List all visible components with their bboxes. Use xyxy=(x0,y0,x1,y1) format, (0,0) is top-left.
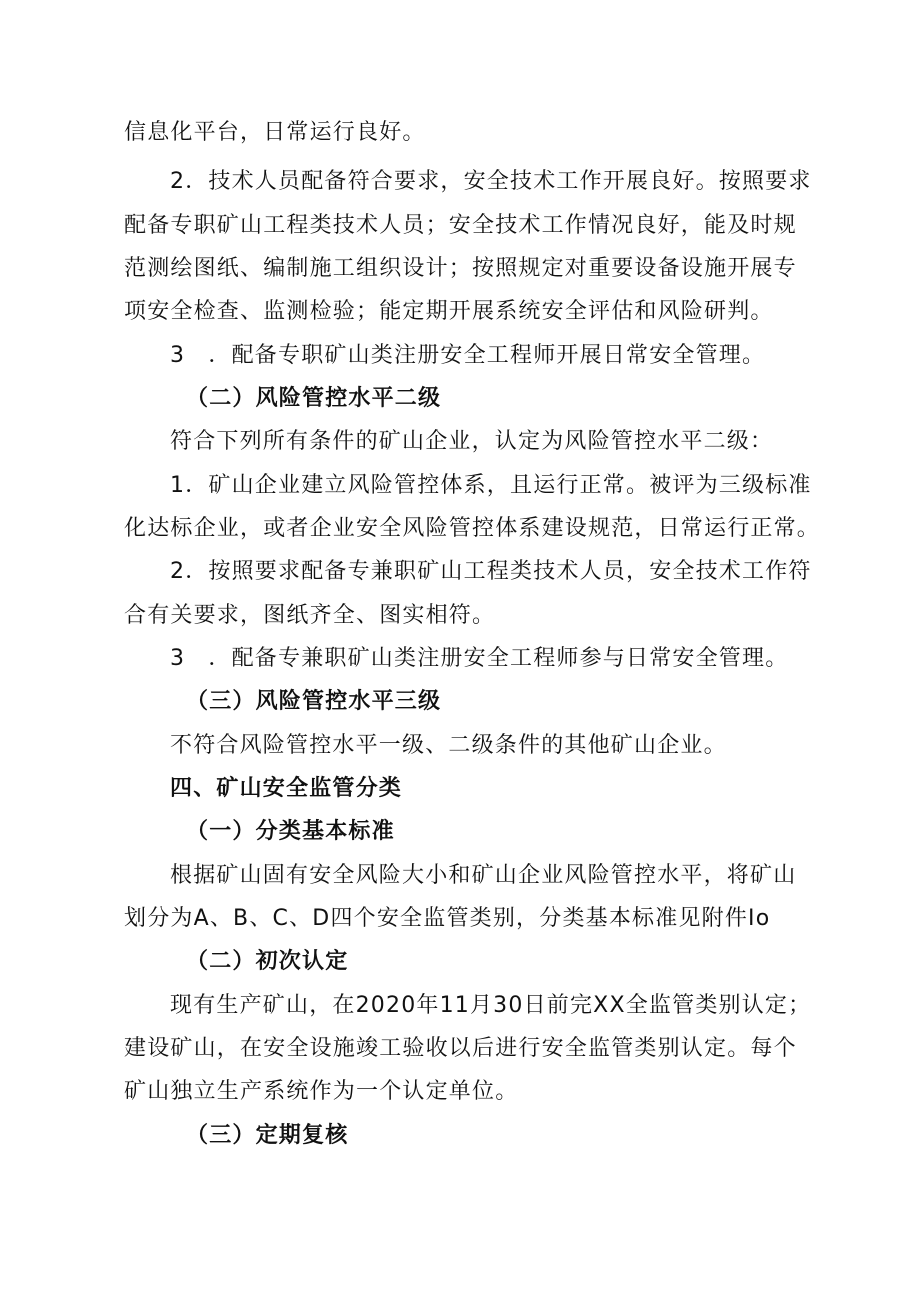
chapter-heading: 四、矿山安全监管分类 xyxy=(170,776,403,801)
paragraph-line: 信息化平台，日常运行良好。 xyxy=(124,120,426,145)
paragraph-line: 根据矿山固有安全风险大小和矿山企业风险管控水平，将矿山 xyxy=(170,863,797,888)
paragraph-line: 合有关要求，图纸齐全、图实相符。 xyxy=(124,603,496,628)
section-heading: （二）初次认定 xyxy=(186,949,349,974)
paragraph-line: 1．矿山企业建立风险管控体系，且运行正常。被评为三级标准 xyxy=(170,473,812,498)
paragraph-line: 化达标企业，或者企业安全风险管控体系建设规范，日常运行正常。 xyxy=(124,516,821,541)
paragraph-line: 建设矿山，在安全设施竣工验收以后进行安全监管类别认定。每个 xyxy=(124,1036,797,1061)
paragraph-line: 3 ．配备专职矿山类注册安全工程师开展日常安全管理。 xyxy=(170,343,766,368)
section-heading: （一）分类基本标准 xyxy=(186,819,395,844)
paragraph-line: 符合下列所有条件的矿山企业，认定为风险管控水平二级： xyxy=(170,429,774,454)
paragraph-line: 划分为A、B、C、D四个安全监管类别，分类基本标准见附件Io xyxy=(124,906,771,931)
paragraph-line: 不符合风险管控水平一级、二级条件的其他矿山企业。 xyxy=(170,733,727,758)
paragraph-line: 现有生产矿山，在2020年11月30日前完XX全监管类别认定； xyxy=(170,993,812,1018)
paragraph-line: 项安全检查、监测检验；能定期开展系统安全评估和风险研判。 xyxy=(124,299,774,324)
paragraph-line: 3 ．配备专兼职矿山类注册安全工程师参与日常安全管理。 xyxy=(170,646,789,671)
section-heading: （三）定期复核 xyxy=(186,1123,349,1148)
paragraph-line: 矿山独立生产系统作为一个认定单位。 xyxy=(124,1079,519,1104)
paragraph-line: 2．按照要求配备专兼职矿山工程类技术人员，安全技术工作符 xyxy=(170,559,812,584)
section-heading: （三）风险管控水平三级 xyxy=(186,689,442,714)
paragraph-line: 范测绘图纸、编制施工组织设计；按照规定对重要设备设施开展专 xyxy=(124,256,797,281)
paragraph-line: 配备专职矿山工程类技术人员；安全技术工作情况良好，能及时规 xyxy=(124,213,797,238)
paragraph-line: 2．技术人员配备符合要求，安全技术工作开展良好。按照要求 xyxy=(170,169,812,194)
section-heading: （二）风险管控水平二级 xyxy=(186,386,442,411)
